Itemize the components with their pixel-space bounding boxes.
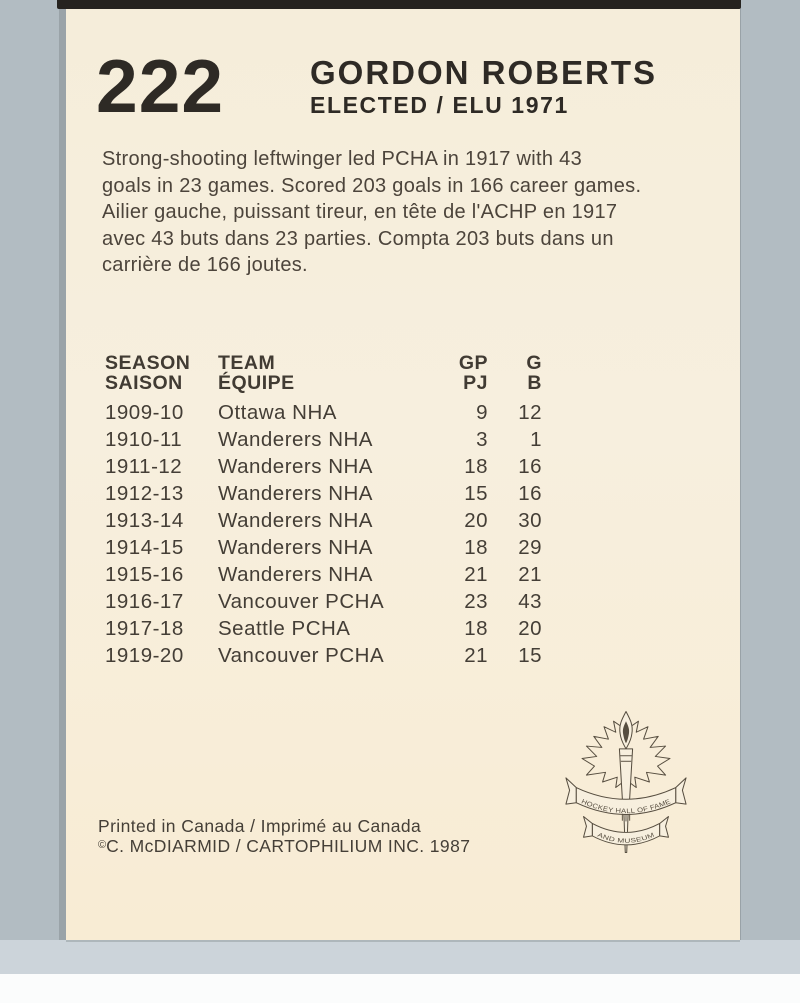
season-cell: 1909-10: [105, 401, 184, 424]
copyright-line: ©C. McDIARMID / CARTOPHILIUM INC. 1987: [98, 835, 471, 856]
bio-line: avec 43 buts dans 23 parties. Compta 203 buts dans un: [102, 227, 614, 250]
g-cell: 21: [518, 563, 542, 586]
header-games-played: GP PJ: [458, 352, 488, 394]
season-cell: 1915-16: [105, 563, 184, 586]
g-cell: 20: [518, 617, 542, 640]
season-cell: 1919-20: [105, 644, 184, 667]
g-cell: 15: [518, 644, 542, 667]
logo-banner-top-text: HOCKEY HALL OF FAME: [579, 798, 672, 816]
table-row: [66, 426, 740, 453]
bio-english: [102, 146, 641, 199]
g-cell: 29: [518, 536, 542, 559]
g-cell: 16: [518, 455, 542, 478]
table-row: [66, 480, 740, 507]
team-cell: Wanderers NHA: [218, 455, 373, 478]
backdrop-strip-white: [0, 974, 800, 1003]
gp-cell: 21: [464, 563, 488, 586]
team-cell: Wanderers NHA: [218, 428, 373, 451]
bio-line: carrière de 166 joutes.: [102, 254, 308, 276]
card-top-edge: [57, 0, 741, 9]
table-row: [66, 453, 740, 480]
bio-line: Strong-shooting leftwinger led PCHA in 1917 with 43: [102, 148, 583, 170]
gp-cell: 18: [464, 536, 488, 559]
elected-line: ELECTED / ELU 1971: [310, 92, 569, 118]
hockey-hall-of-fame-logo-icon: [563, 706, 689, 858]
gp-cell: 15: [464, 482, 488, 505]
table-row: [66, 642, 740, 669]
printed-in-canada-line: Printed in Canada / Imprimé au Canada: [98, 816, 422, 836]
team-cell: Vancouver PCHA: [218, 644, 385, 667]
table-row: [66, 507, 740, 534]
season-cell: 1911-12: [105, 455, 183, 478]
copyright-symbol: ©: [98, 838, 107, 851]
bio-line: Ailier gauche, puissant tireur, en tête de l'ACHP en 1917: [102, 201, 618, 223]
header-team: TEAM ÉQUIPE: [218, 352, 295, 394]
gp-cell: 23: [464, 590, 488, 613]
table-row: [66, 615, 740, 642]
print-credits: [98, 817, 470, 855]
gp-cell: 18: [464, 617, 488, 640]
card-number: 222: [96, 44, 225, 128]
header-season: SEASON SAISON: [105, 352, 191, 394]
season-cell: 1917-18: [105, 617, 184, 640]
g-cell: 30: [518, 509, 542, 532]
team-cell: Wanderers NHA: [218, 509, 373, 532]
table-row: [66, 561, 740, 588]
logo-banner-bottom-text: AND MUSEUM: [596, 831, 655, 845]
backdrop-strip-light: [0, 940, 800, 974]
team-cell: Seattle PCHA: [218, 617, 351, 640]
team-cell: Ottawa NHA: [218, 401, 337, 424]
gp-cell: 9: [476, 401, 488, 424]
header-goals: G B: [526, 352, 542, 394]
season-cell: 1912-13: [105, 482, 184, 505]
bio-line: goals in 23 games. Scored 203 goals in 166 career games.: [102, 174, 642, 197]
gp-cell: 18: [464, 455, 488, 478]
season-cell: 1913-14: [105, 509, 184, 532]
g-cell: 1: [530, 428, 542, 451]
season-cell: 1910-11: [105, 428, 183, 451]
table-row: [66, 588, 740, 615]
table-row: [66, 399, 740, 426]
table-row: [66, 534, 740, 561]
gp-cell: 21: [464, 644, 488, 667]
hockey-card-back: [66, 9, 740, 940]
g-cell: 12: [518, 401, 542, 424]
gp-cell: 3: [476, 428, 488, 451]
team-cell: Wanderers NHA: [218, 563, 373, 586]
g-cell: 43: [518, 590, 542, 613]
team-cell: Vancouver PCHA: [218, 590, 385, 613]
player-name: GORDON ROBERTS: [310, 54, 658, 91]
season-cell: 1914-15: [105, 536, 184, 559]
gp-cell: 20: [464, 509, 488, 532]
g-cell: 16: [518, 482, 542, 505]
bio-french: [102, 199, 617, 279]
team-cell: Wanderers NHA: [218, 482, 373, 505]
season-cell: 1916-17: [105, 590, 184, 613]
team-cell: Wanderers NHA: [218, 536, 373, 559]
